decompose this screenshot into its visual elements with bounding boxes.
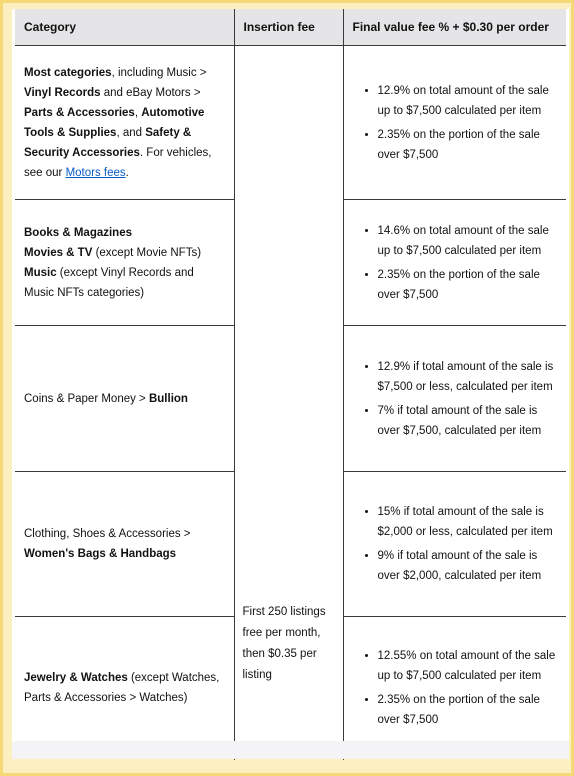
- fee-list: [353, 646, 558, 730]
- category-text: and eBay Motors >: [100, 86, 201, 99]
- fee-item: • 12.9% on total amount of the sale up to $7,500 calculated per item: [378, 81, 558, 121]
- header-final-value-fee: Final value fee % + $0.30 per order: [343, 9, 566, 46]
- category-cell: [15, 46, 234, 200]
- category-cell: [15, 200, 234, 326]
- category-text: ,: [134, 106, 142, 119]
- category-bold: Women's Bags & Handbags: [24, 548, 177, 560]
- category-bold: Movies & TV: [24, 246, 93, 259]
- fee-item: • 7% if total amount of the sale is over $7,500, calculated per item: [378, 401, 558, 441]
- fee-item: • 9% if total amount of the sale is over $2,000, calculated per item: [378, 546, 558, 586]
- fee-list: [353, 357, 558, 441]
- final-value-fee-cell: [343, 472, 566, 617]
- fee-list: [353, 81, 558, 165]
- category-bold: Bullion: [148, 392, 188, 405]
- final-value-fee-cell: [343, 46, 566, 200]
- category-cell: [15, 617, 234, 760]
- category-text: , and: [116, 126, 146, 139]
- table-header-row: [15, 9, 566, 46]
- fee-item: • 15% if total amount of the sale is $2,000 or less, calculated per item: [378, 502, 558, 542]
- category-bold: Vinyl Records: [24, 86, 101, 99]
- fee-item: • 2.35% on the portion of the sale over $7,500: [378, 265, 558, 305]
- category-text: Clothing, Shoes & Accessories >: [24, 528, 191, 540]
- insertion-fee-cell: First 250 listings free per month, then $0.35 per listing: [234, 46, 343, 760]
- category-text: , including Music >: [111, 66, 207, 79]
- category-text: . For vehicles, see our: [24, 146, 212, 179]
- motors-fees-link[interactable]: Motors fees: [65, 166, 126, 179]
- fee-item: • 12.55% on total amount of the sale up to $7,500 calculated per item: [378, 646, 558, 686]
- header-category: Category: [15, 9, 234, 46]
- category-text: Coins & Paper Money >: [24, 392, 149, 405]
- category-bold: Music: [24, 266, 57, 279]
- fee-item: • 14.6% on total amount of the sale up to $7,500 calculated per item: [378, 221, 558, 261]
- category-bold: Automotive Tools & Supplies: [24, 106, 205, 139]
- fee-item: • 2.35% on the portion of the sale over $7,500: [378, 125, 558, 165]
- table-bottom-fade: [12, 741, 569, 759]
- fee-list: [353, 221, 558, 305]
- table-row: [15, 46, 566, 200]
- fee-list: [353, 502, 558, 586]
- category-bold: Parts & Accessories: [24, 106, 135, 119]
- fee-item: • 2.35% on the portion of the sale over $7,500: [378, 690, 558, 730]
- category-text: (except Watches, Parts & Accessories > Watches): [24, 672, 220, 705]
- category-bold: Safety & Security Accessories: [24, 126, 192, 159]
- header-insertion-fee: Insertion fee: [234, 9, 343, 46]
- category-cell: [15, 472, 234, 617]
- fee-item: • 12.9% if total amount of the sale is $7,500 or less, calculated per item: [378, 357, 558, 397]
- fee-table: [15, 9, 566, 760]
- category-cell: [15, 326, 234, 472]
- category-bold: Most categories: [24, 66, 112, 79]
- final-value-fee-cell: [343, 326, 566, 472]
- category-bold: Books & Magazines: [24, 226, 132, 239]
- category-text: (except Vinyl Records and Music NFTs categories): [24, 266, 194, 299]
- category-bold: Jewelry & Watches: [24, 672, 128, 685]
- category-text: (except Movie NFTs): [92, 246, 202, 259]
- final-value-fee-cell: [343, 617, 566, 760]
- category-text: .: [125, 166, 129, 179]
- final-value-fee-cell: [343, 200, 566, 326]
- fee-table-panel: [12, 9, 569, 759]
